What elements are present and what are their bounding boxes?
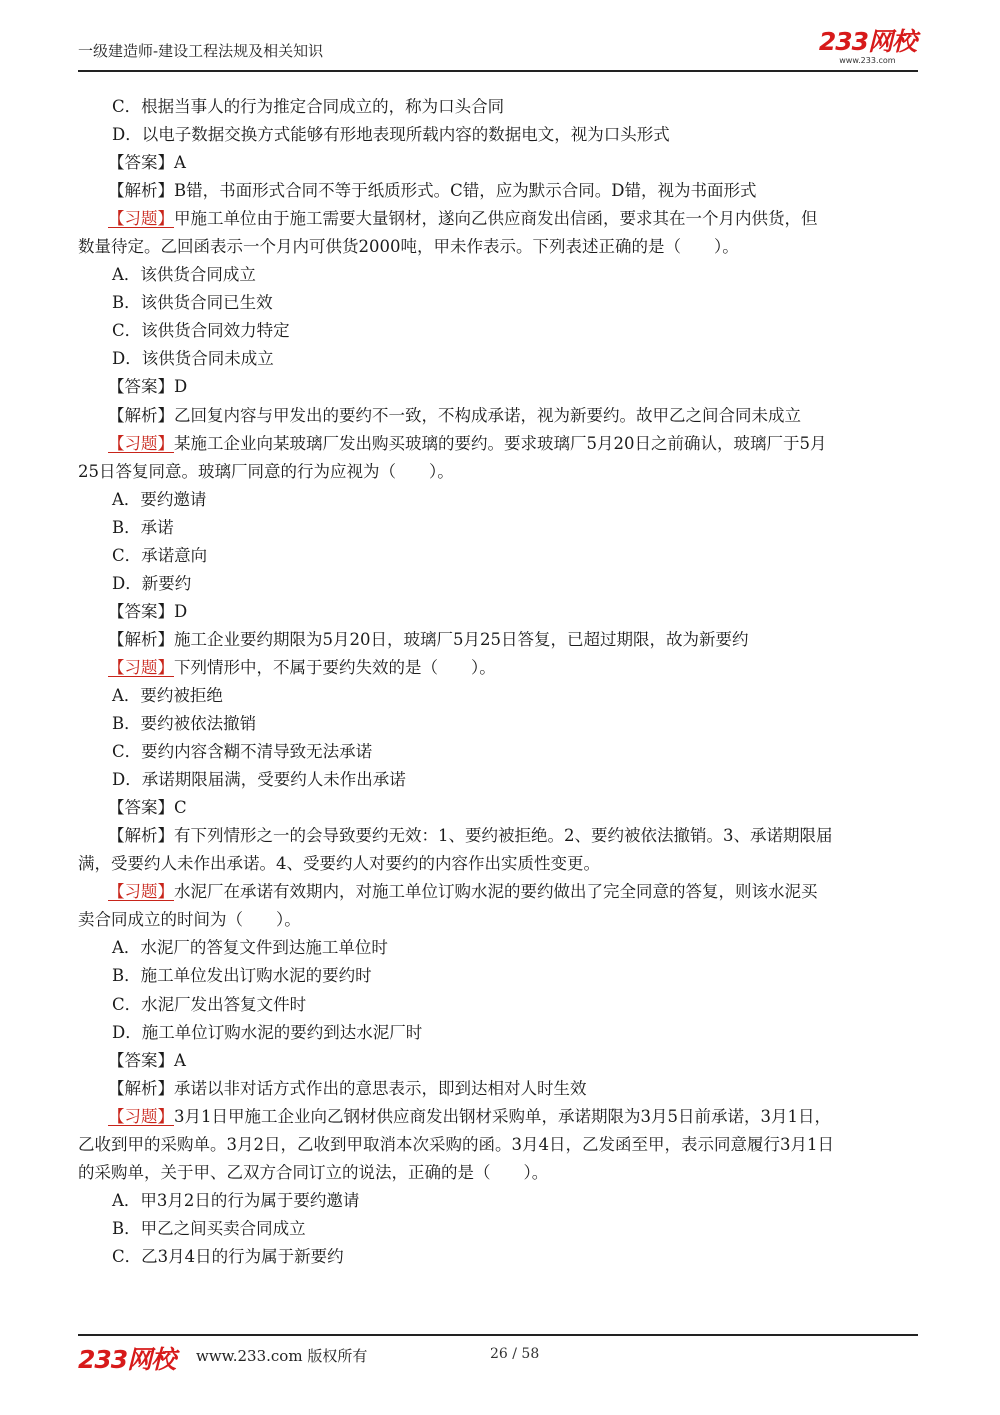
logo-url: www.233.com: [839, 56, 896, 65]
page-header: [78, 27, 918, 72]
explanation-line: [78, 402, 923, 430]
line-text: 下列情形中，不属于要约失效的是（ ）。: [174, 657, 496, 677]
continuation-line: [78, 233, 923, 261]
analysis-tag: 【解析】: [108, 405, 174, 425]
line-text: D．施工单位订购水泥的要约到达水泥厂时: [112, 1022, 423, 1042]
answer-option: [78, 570, 923, 598]
answer-tag: 【答案】: [108, 153, 174, 173]
question-line: [78, 878, 923, 906]
analysis-tag: 【解析】: [108, 826, 174, 846]
answer-option: [78, 93, 923, 121]
line-text: D: [174, 377, 188, 397]
line-text: A．甲3月2日的行为属于要约邀请: [112, 1190, 360, 1210]
line-text: 满，受要约人未作出承诺。4、受要约人对要约的内容作出实质性变更。: [78, 854, 600, 874]
line-text: B．要约被依法撤销: [112, 714, 257, 734]
line-text: B．该供货合同已生效: [112, 293, 273, 313]
answer-option: [78, 710, 923, 738]
logo-text: 233网校: [818, 27, 916, 56]
line-text: A．要约被拒绝: [112, 685, 223, 705]
answer-line: [78, 794, 923, 822]
line-text: 有下列情形之一的会导致要约无效：1、要约被拒绝。2、要约被依法撤销。3、承诺期限届: [174, 826, 833, 846]
exercise-tag: 【习题】: [108, 433, 174, 453]
explanation-line: [78, 822, 923, 850]
line-text: C．要约内容含糊不清导致无法承诺: [112, 742, 373, 762]
answer-option: [78, 1215, 923, 1243]
line-text: A: [174, 1050, 186, 1070]
line-text: 施工企业要约期限为5月20日，玻璃厂5月25日答复，已超过期限，故为新要约: [174, 629, 749, 649]
line-text: 25日答复同意。玻璃厂同意的行为应视为（ ）。: [78, 461, 454, 481]
answer-line: [78, 373, 923, 401]
line-text: B．承诺: [112, 517, 174, 537]
question-line: [78, 430, 923, 458]
answer-tag: 【答案】: [108, 798, 174, 818]
line-text: D．该供货合同未成立: [112, 349, 274, 369]
exercise-tag: 【习题】: [108, 882, 174, 902]
line-text: C．该供货合同效力特定: [112, 321, 290, 341]
line-text: D: [174, 601, 188, 621]
footer-rule: [78, 1334, 918, 1336]
continuation-line: [78, 1131, 923, 1159]
answer-line: [78, 149, 923, 177]
line-text: C．水泥厂发出答复文件时: [112, 994, 307, 1014]
analysis-tag: 【解析】: [108, 181, 174, 201]
line-text: B错，书面形式合同不等于纸质形式。C错，应为默示合同。D错，视为书面形式: [174, 181, 757, 201]
answer-option: [78, 1243, 923, 1271]
answer-option: [78, 514, 923, 542]
answer-option: [78, 486, 923, 514]
line-text: 甲施工单位由于施工需要大量钢材，遂向乙供应商发出信函，要求其在一个月内供货，但: [174, 209, 818, 229]
line-text: B．甲乙之间买卖合同成立: [112, 1218, 306, 1238]
header-rule: [78, 70, 918, 72]
exercise-tag: 【习题】: [108, 657, 174, 677]
line-text: 数量待定。乙回函表示一个月内可供货2000吨，甲未作表示。下列表述正确的是（ ）。: [78, 237, 739, 257]
answer-option: [78, 934, 923, 962]
question-line: [78, 654, 923, 682]
footer-copyright: www.233.com 版权所有: [196, 1347, 368, 1365]
continuation-line: [78, 850, 923, 878]
line-text: 乙回复内容与甲发出的要约不一致，不构成承诺，视为新要约。故甲乙之间合同未成立: [174, 405, 801, 425]
document-title: 一级建造师-建设工程法规及相关知识: [78, 42, 324, 60]
answer-option: [78, 345, 923, 373]
line-text: 3月1日甲施工企业向乙钢材供应商发出钢材采购单，承诺期限为3月5日前承诺，3月1日，: [174, 1106, 831, 1126]
answer-option: [78, 738, 923, 766]
page-footer: [78, 1334, 918, 1374]
answer-tag: 【答案】: [108, 1050, 174, 1070]
answer-option: [78, 289, 923, 317]
line-text: 卖合同成立的时间为（ ）。: [78, 910, 301, 930]
answer-option: [78, 1187, 923, 1215]
answer-option: [78, 962, 923, 990]
line-text: 某施工企业向某玻璃厂发出购买玻璃的要约。要求玻璃厂5月20日之前确认，玻璃厂于5月: [174, 433, 827, 453]
line-text: C．乙3月4日的行为属于新要约: [112, 1246, 344, 1266]
answer-line: [78, 1047, 923, 1075]
answer-line: [78, 598, 923, 626]
line-text: D．新要约: [112, 573, 192, 593]
answer-option: [78, 1019, 923, 1047]
explanation-line: [78, 1075, 923, 1103]
answer-tag: 【答案】: [108, 601, 174, 621]
line-text: C．承诺意向: [112, 545, 208, 565]
line-text: B．施工单位发出订购水泥的要约时: [112, 966, 372, 986]
answer-option: [78, 121, 923, 149]
footer-logo: 233网校: [78, 1345, 176, 1374]
line-text: D．以电子数据交换方式能够有形地表现所载内容的数据电文，视为口头形式: [112, 125, 670, 145]
line-text: 乙收到甲的采购单。3月2日，乙收到甲取消本次采购的函。3月4日，乙发函至甲，表示同意履行3月1日: [78, 1134, 834, 1154]
document-body: [78, 93, 923, 1271]
analysis-tag: 【解析】: [108, 1078, 174, 1098]
continuation-line: [78, 1159, 923, 1187]
explanation-line: [78, 177, 923, 205]
answer-option: [78, 766, 923, 794]
line-text: 水泥厂在承诺有效期内，对施工单位订购水泥的要约做出了完全同意的答复，则该水泥买: [174, 882, 818, 902]
question-line: [78, 1103, 923, 1131]
question-line: [78, 205, 923, 233]
analysis-tag: 【解析】: [108, 629, 174, 649]
explanation-line: [78, 626, 923, 654]
line-text: A: [174, 153, 186, 173]
line-text: 承诺以非对话方式作出的意思表示，即到达相对人时生效: [174, 1078, 587, 1098]
exercise-tag: 【习题】: [108, 209, 174, 229]
answer-option: [78, 542, 923, 570]
line-text: A．该供货合同成立: [112, 265, 256, 285]
line-text: A．要约邀请: [112, 489, 207, 509]
answer-tag: 【答案】: [108, 377, 174, 397]
line-text: 的采购单，关于甲、乙双方合同订立的说法，正确的是（ ）。: [78, 1162, 549, 1182]
line-text: A．水泥厂的答复文件到达施工单位时: [112, 938, 388, 958]
answer-option: [78, 317, 923, 345]
page-number: 26 / 58: [490, 1346, 540, 1362]
exercise-tag: 【习题】: [108, 1106, 174, 1126]
answer-option: [78, 261, 923, 289]
continuation-line: [78, 906, 923, 934]
answer-option: [78, 682, 923, 710]
brand-logo: [819, 28, 916, 65]
answer-option: [78, 991, 923, 1019]
line-text: C．根据当事人的行为推定合同成立的，称为口头合同: [112, 97, 505, 116]
line-text: D．承诺期限届满，受要约人未作出承诺: [112, 770, 406, 790]
line-text: C: [174, 798, 187, 818]
continuation-line: [78, 458, 923, 486]
